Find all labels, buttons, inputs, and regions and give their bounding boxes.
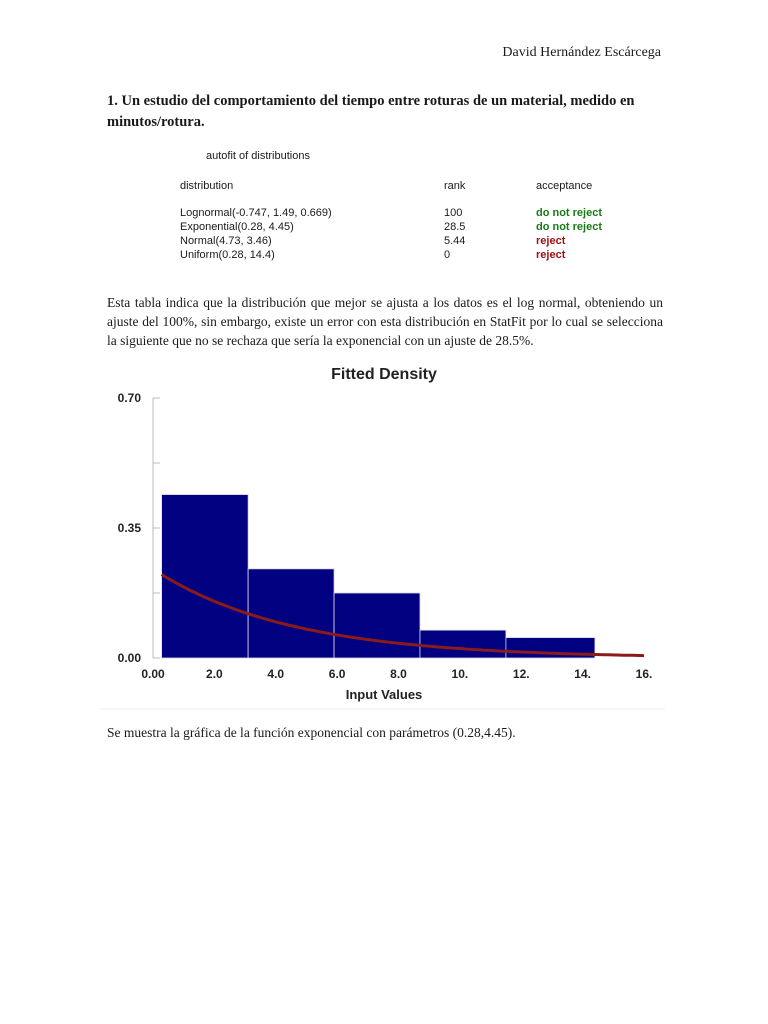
histogram-bar xyxy=(248,569,334,658)
x-tick-label: 6.0 xyxy=(328,667,346,681)
rank-cell: 100 xyxy=(444,207,463,219)
acceptance-cell: reject xyxy=(536,235,566,247)
acceptance-cell: reject xyxy=(536,249,566,261)
histogram-bar xyxy=(420,630,506,658)
distribution-cell: Normal(4.73, 3.46) xyxy=(180,235,272,247)
question-heading: 1. Un estudio del comportamiento del tiempo entre roturas de un material, medido en minutos/rotura. xyxy=(107,93,635,130)
table-row xyxy=(180,221,620,235)
x-tick-label: 2.0 xyxy=(206,667,223,681)
autofit-table-header xyxy=(180,180,620,194)
rank-cell: 28.5 xyxy=(444,221,466,233)
x-axis-label: Input Values xyxy=(345,687,423,702)
y-tick-label: 0.00 xyxy=(117,651,141,665)
table-row xyxy=(180,207,620,221)
y-tick-label: 0.35 xyxy=(117,521,141,535)
x-tick-label: 16. xyxy=(635,667,653,681)
table-row xyxy=(180,235,620,249)
rank-cell: 0 xyxy=(444,249,451,261)
x-tick-label: 4.0 xyxy=(267,667,285,681)
acceptance-cell: do not reject xyxy=(536,221,603,233)
x-tick-label: 10. xyxy=(451,667,469,681)
column-header-rank: rank xyxy=(444,180,466,192)
rank-cell: 5.44 xyxy=(444,235,466,247)
plot-area xyxy=(118,391,653,681)
chart-caption: Se muestra la gráfica de la función exponencial con parámetros (0.28,4.45). xyxy=(107,725,516,740)
analysis-paragraph: Esta tabla indica que la distribución que mejor se ajusta a los datos es el log normal, obteniendo un ajuste del 100%, sin embargo, existe un error con esta distribución en StatFit por lo cual se selecciona la siguiente que no se rechaza que sería la exponencial con un ajuste de 28.5%. xyxy=(107,295,663,348)
column-header-acceptance: acceptance xyxy=(536,180,593,192)
distribution-cell: Uniform(0.28, 14.4) xyxy=(180,249,275,261)
distribution-cell: Exponential(0.28, 4.45) xyxy=(180,221,294,233)
x-tick-label: 14. xyxy=(574,667,591,681)
fitted-density-chart xyxy=(100,355,665,710)
histogram-bar xyxy=(162,495,249,658)
table-row xyxy=(180,249,620,263)
chart-title: Fitted Density xyxy=(331,366,437,383)
acceptance-cell: do not reject xyxy=(536,207,603,219)
author-name: David Hernández Escárcega xyxy=(502,45,661,60)
x-tick-label: 0.00 xyxy=(141,667,165,681)
autofit-table-title: autofit of distributions xyxy=(206,150,310,162)
column-header-distribution: distribution xyxy=(180,180,234,192)
distribution-cell: Lognormal(-0.747, 1.49, 0.669) xyxy=(180,207,332,219)
x-tick-label: 8.0 xyxy=(390,667,407,681)
x-tick-label: 12. xyxy=(512,667,530,681)
y-tick-label: 0.70 xyxy=(117,391,141,405)
histogram-bar xyxy=(334,593,420,658)
